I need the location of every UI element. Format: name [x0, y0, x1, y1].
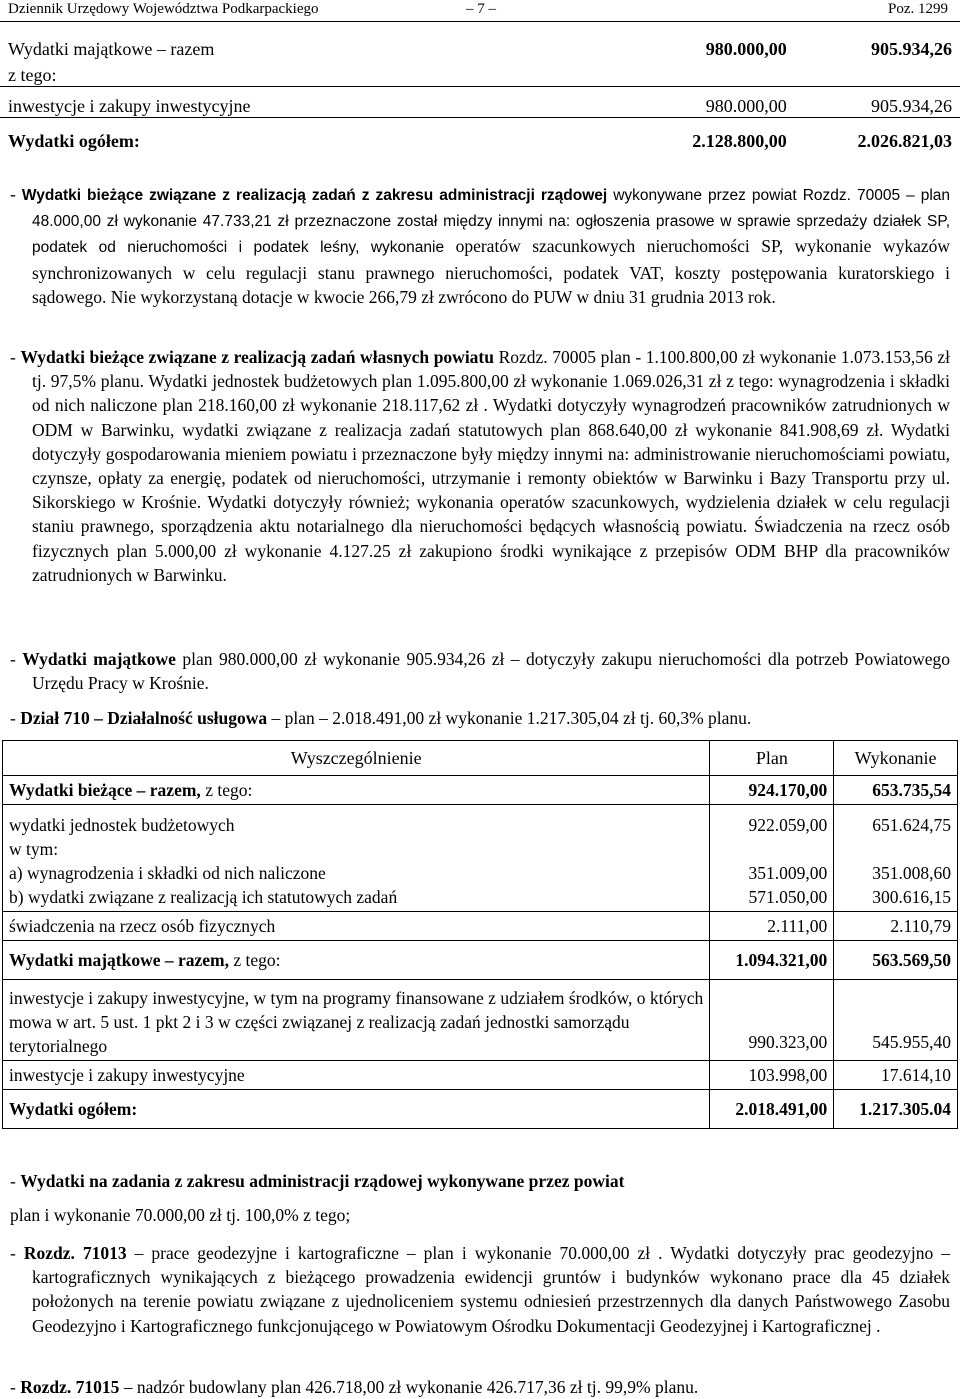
paragraph-government-tasks: [10, 182, 950, 309]
table-row: [3, 912, 958, 941]
text-body: – nadzór budowlany plan 426.718,00 zł wykonanie 426.717,36 zł tj. 99,9% planu.: [119, 1377, 699, 1397]
dash: -: [10, 184, 16, 204]
exec-value: 2.026.821,03: [795, 118, 960, 153]
plan-value: 980.000,00: [639, 87, 794, 118]
exec-value: 17.614,10: [834, 1061, 958, 1090]
heading-bold: Wydatki majątkowe: [22, 649, 176, 669]
row-label: Wydatki majątkowe – razem, z tego:: [3, 941, 710, 980]
paragraph-section-710: [10, 706, 950, 730]
text-body: wykonywane przez powiat Rozdz. 70005 – plan 48.000,00 zł wykonanie 47.733,21 zł przeznaczone został między innymi na: ogłoszenia prasowe w sprawie sprzedaży działek SP, podatek od nieruchomości i podatek leśny, wykonanie: [32, 187, 951, 257]
row-label: Wydatki ogółem:: [0, 118, 639, 153]
table-row: [3, 980, 958, 1061]
table-row: [3, 805, 958, 912]
exec-value: 905.934,26: [795, 87, 960, 118]
dash: -: [10, 347, 16, 367]
plan-value: 2.111,00: [710, 912, 834, 941]
row-label: inwestycje i zakupy inwestycyjne: [0, 87, 639, 118]
dash: -: [10, 1243, 16, 1263]
exec-value: 545.955,40: [834, 980, 958, 1061]
text-body: plan 980.000,00 zł wykonanie 905.934,26 zł – dotyczyły zakupu nieruchomości dla potrzeb Powiatowego Urzędu Pracy w Krośnie.: [32, 649, 950, 694]
exec-value: 1.217.305.04: [834, 1090, 958, 1129]
text-body: plan i wykonanie 70.000,00 zł tj. 100,0% z tego;: [10, 1205, 351, 1226]
plan-value: 922.059,00 351.009,00 571.050,00: [710, 805, 834, 912]
paragraph-government-tasks-710: [10, 1169, 950, 1227]
exec-value: [795, 60, 960, 87]
header-divider: [0, 21, 960, 22]
heading-bold: Wydatki bieżące związane z realizacją zadań własnych powiatu: [20, 347, 494, 367]
column-header: Wykonanie: [834, 741, 958, 776]
row-label: Wydatki ogółem:: [3, 1090, 710, 1129]
exec-value: 651.624,75 351.008,60 300.616,15: [834, 805, 958, 912]
table-row: [3, 941, 958, 980]
heading-bold: Rozdz. 71013: [23, 1243, 127, 1263]
expenditure-table: [2, 740, 958, 1129]
paragraph-own-tasks: [10, 345, 950, 587]
plan-value: 924.170,00: [710, 776, 834, 805]
paragraph-rozdz-71013: [10, 1241, 950, 1338]
table-row: [3, 776, 958, 805]
column-header: Wyszczególnienie: [3, 741, 710, 776]
paragraph-rozdz-71015: [10, 1375, 950, 1399]
dash: -: [10, 649, 16, 669]
journal-title: Dziennik Urzędowy Województwa Podkarpackiego: [8, 1, 319, 17]
plan-value: 2.128.800,00: [639, 118, 794, 153]
dash: -: [10, 1377, 16, 1397]
plan-value: 980.000,00: [705, 39, 787, 59]
row-label: świadczenia na rzecz osób fizycznych: [3, 912, 710, 941]
table-row: [3, 1061, 958, 1090]
heading-bold: Rozdz. 71015: [20, 1377, 120, 1397]
exec-value: 653.735,54: [834, 776, 958, 805]
exec-value: 563.569,50: [834, 941, 958, 980]
position-number: Poz. 1299: [888, 1, 948, 17]
paragraph-capital-expenditure: [10, 647, 950, 695]
page-number: – 7 –: [466, 1, 496, 17]
row-label: inwestycje i zakupy inwestycyjne, w tym na programy finansowane z udziałem środków, o których mowa w art. 5 ust. 1 pkt 2 i 3 w części związanej z realizacją zadań jednostki samorządu terytorialnego: [3, 980, 710, 1061]
table-header-row: [3, 741, 958, 776]
plan-value: 2.018.491,00: [710, 1090, 834, 1129]
text-body: – plan – 2.018.491,00 zł wykonanie 1.217.305,04 zł tj. 60,3% planu.: [267, 708, 752, 728]
table-row: [3, 1090, 958, 1129]
table-row: [0, 34, 960, 60]
text-body: operatów szacunkowych nieruchomości SP, wykonanie wykazów synchronizowanych w celu regulacji stanu prawnego nieruchomości, podatek VAT, koszty postępowania kuratorskiego i sądowego. Nie wykorzystaną dotacje w kwocie 266,79 zł zwrócono do PUW w dniu 31 grudnia 2013 rok.: [32, 236, 950, 307]
row-label: Wydatki majątkowe – razem: [8, 39, 215, 59]
table-row: [0, 87, 960, 118]
summary-table: [0, 34, 960, 152]
heading-bold: Wydatki bieżące związane z realizacją zadań z zakresu administracji rządowej: [21, 187, 608, 204]
heading-bold: Wydatki na zadania z zakresu administracji rządowej wykonywane przez powiat: [20, 1171, 625, 1191]
row-label: wydatki jednostek budżetowych w tym: a) wynagrodzenia i składki od nich naliczone b) wydatki związane z realizacją ich statutowych zadań: [3, 805, 710, 912]
plan-value: 1.094.321,00: [710, 941, 834, 980]
dash: -: [10, 1171, 16, 1191]
row-label: z tego:: [8, 65, 57, 85]
exec-value: 905.934,26: [871, 39, 952, 59]
table-row: [0, 118, 960, 153]
table-row: [0, 60, 960, 87]
plan-value: 990.323,00: [710, 980, 834, 1061]
column-header: Plan: [710, 741, 834, 776]
page-header: [0, 0, 960, 20]
text-body: – prace geodezyjne i kartograficzne – plan i wykonanie 70.000,00 zł . Wydatki dotyczyły prac geodezyjno – kartograficznych wynikających z bieżącego prowadzenia ewidencji gruntów i budynków wykonano prace dla 45 działek położonych na terenie powiatu związane z ujednoliceniem systemu odniesień przestrzennych dla danych Państwowego Zasobu Geodezyjno i Kartograficznego funkcjonującego w Powiatowym Ośrodku Dokumentacji Geodezyjnej i Kartograficznej .: [32, 1243, 950, 1336]
row-label: Wydatki bieżące – razem, z tego:: [3, 776, 710, 805]
plan-value: 103.998,00: [710, 1061, 834, 1090]
text-body: Rozdz. 70005 plan - 1.100.800,00 zł wykonanie 1.073.153,56 zł tj. 97,5% planu. Wydatki jednostek budżetowych plan 1.095.800,00 zł wykonanie 1.069.026,31 zł z tego: wynagrodzenia i składki od nich naliczone plan 218.160,00 zł wykonanie 218.117,62 zł . Wydatki dotyczyły wynagrodzeń pracowników zatrudnionych w ODM w Barwinku, wydatki związane z realizacja zadań statutowych plan 868.640,00 zł wykonanie 841.908,69 zł. Wydatki dotyczyły gospodarowania mieniem powiatu i przeznaczone były między innymi na: administrowanie nieruchomościami powiatu, czynsze, opłaty za energię, podatek od nieruchomości, utrzymanie i remonty obiektów w Barwinku i Bazy Transportu przy ul. Sikorskiego w Krośnie. Wydatki dotyczyły również; wykonania operatów szacunkowych, wydzielenia działek w celu regulacji staniu prawnego, sporządzenia aktu notarialnego dla nieruchomości będących własnością powiatu. Świadczenia na rzecz osób fizycznych plan 5.000,00 zł wykonanie 4.127.25 zł zakupiono środki wynikające z przepisów ODM BHP dla pracowników zatrudnionych w Barwinku.: [32, 347, 950, 585]
exec-value: 2.110,79: [834, 912, 958, 941]
heading-bold: Dział 710 – Działalność usługowa: [20, 708, 268, 728]
dash: -: [10, 708, 16, 728]
row-label: inwestycje i zakupy inwestycyjne: [3, 1061, 710, 1090]
plan-value: [639, 60, 794, 87]
